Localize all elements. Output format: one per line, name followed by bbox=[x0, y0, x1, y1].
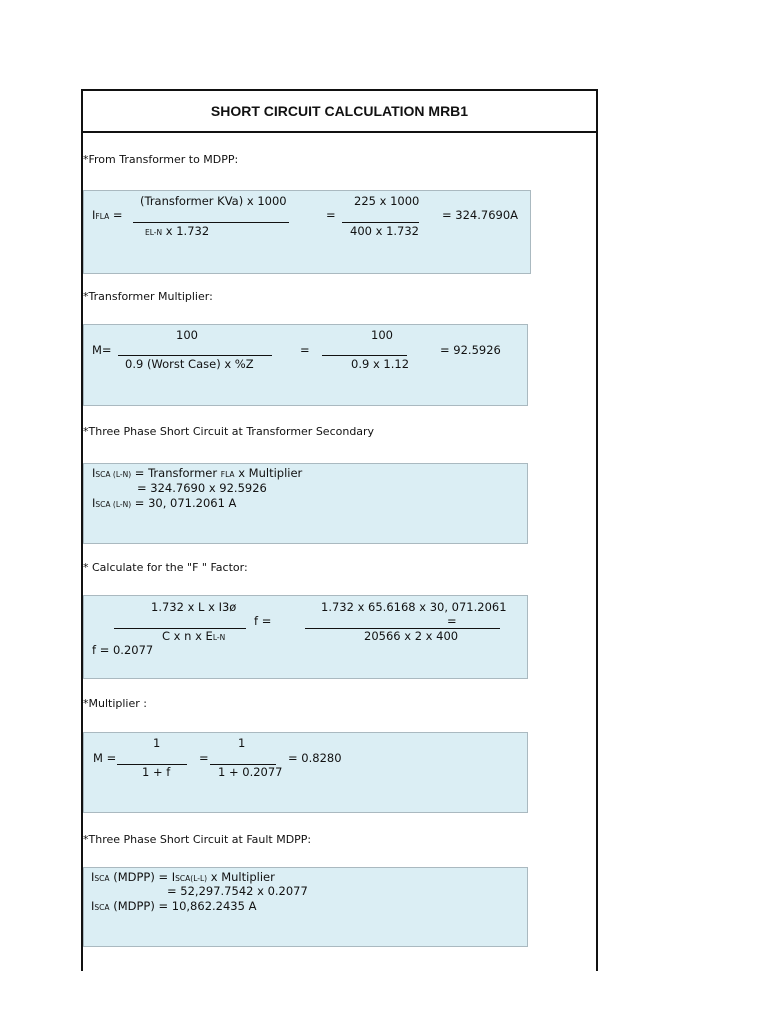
m-result: = 0.8280 bbox=[288, 751, 342, 765]
heading-multiplier: *Multiplier : bbox=[83, 697, 147, 710]
isca-line-2: = 324.7690 x 92.5926 bbox=[137, 481, 267, 495]
m-denominator-2: 1 + 0.2077 bbox=[218, 765, 283, 779]
m-lhs: M = bbox=[93, 751, 117, 765]
heading-fault-mdpp: *Three Phase Short Circuit at Fault MDPP: bbox=[83, 833, 312, 846]
m-numerator-1: 1 bbox=[153, 736, 161, 750]
m-numerator-2: 1 bbox=[238, 736, 246, 750]
fla-numerator-2: 225 x 1000 bbox=[354, 194, 420, 208]
f-denominator-2: 20566 x 2 x 400 bbox=[364, 629, 459, 643]
f-result: f = 0.2077 bbox=[92, 643, 154, 657]
multiplier-denominator-1: 0.9 (Worst Case) x %Z bbox=[125, 357, 254, 371]
fraction-bar bbox=[342, 222, 419, 223]
equals-sign: = bbox=[199, 751, 209, 765]
multiplier-result: = 92.5926 bbox=[440, 343, 501, 357]
f-equals: f = bbox=[254, 614, 272, 628]
fraction-bar bbox=[133, 222, 289, 223]
equals-sign: = bbox=[447, 614, 457, 628]
m-denominator-1: 1 + f bbox=[142, 765, 171, 779]
isca-line-1: ISCA (L-N) = Transformer FLA x Multiplier bbox=[92, 466, 303, 480]
sheet-title: SHORT CIRCUIT CALCULATION MRB1 bbox=[83, 91, 596, 133]
heading-f-factor: * Calculate for the "F " Factor: bbox=[83, 561, 248, 574]
equals-sign: = bbox=[300, 343, 310, 357]
multiplier-numerator-2: 100 bbox=[371, 328, 393, 342]
fault-line-1: ISCA (MDPP) = ISCA(L-L) x Multiplier bbox=[91, 870, 275, 884]
heading-transformer-to-mdpp: *From Transformer to MDPP: bbox=[83, 153, 239, 166]
multiplier-lhs: M= bbox=[92, 343, 112, 357]
fla-denominator-2: 400 x 1.732 bbox=[350, 224, 419, 238]
fla-lhs: IFLA = bbox=[92, 208, 123, 222]
fla-denominator-1: EL-N x 1.732 bbox=[145, 224, 210, 238]
heading-three-phase-secondary: *Three Phase Short Circuit at Transformer Secondary bbox=[83, 425, 375, 438]
fault-line-2: = 52,297.7542 x 0.2077 bbox=[167, 884, 308, 898]
fraction-bar bbox=[118, 355, 272, 356]
heading-transformer-multiplier: *Transformer Multiplier: bbox=[83, 290, 213, 303]
isca-line-3: ISCA (L-N) = 30, 071.2061 A bbox=[92, 496, 237, 510]
fault-line-3: ISCA (MDPP) = 10,862.2435 A bbox=[91, 899, 257, 913]
multiplier-numerator-1: 100 bbox=[176, 328, 198, 342]
f-numerator-1: 1.732 x L x I3ø bbox=[151, 600, 237, 614]
f-denominator-1: C x n x EL-N bbox=[162, 629, 226, 643]
fla-result: = 324.7690A bbox=[442, 208, 519, 222]
fla-numerator-1: (Transformer KVa) x 1000 bbox=[140, 194, 287, 208]
fraction-bar bbox=[322, 355, 407, 356]
equals-sign: = bbox=[326, 208, 336, 222]
multiplier-denominator-2: 0.9 x 1.12 bbox=[351, 357, 410, 371]
f-numerator-2: 1.732 x 65.6168 x 30, 071.2061 bbox=[321, 600, 507, 614]
